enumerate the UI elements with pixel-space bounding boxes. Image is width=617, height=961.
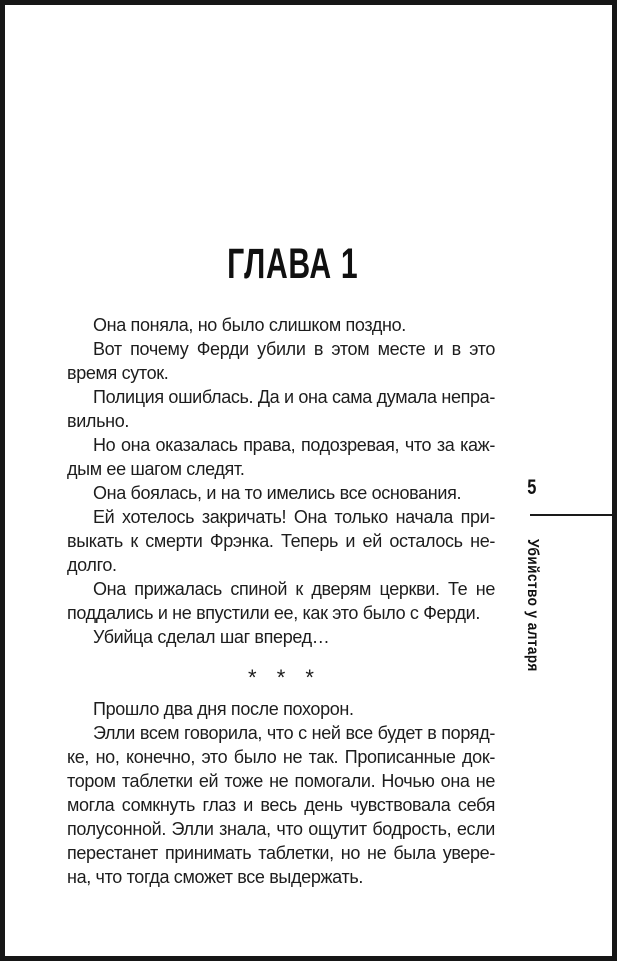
text-line: долго. (67, 555, 117, 575)
text-line: Но она оказалась права, подозревая, что за каж- (93, 435, 495, 455)
text-line: Элли всем говорила, что с ней все будет в поряд- (93, 723, 495, 743)
paragraph (67, 337, 495, 385)
text-line: выкать к смерти Фрэнка. Теперь и ей осталось не- (67, 531, 495, 551)
section-separator (67, 649, 495, 697)
paragraph (67, 481, 495, 505)
paragraph (67, 505, 495, 577)
paragraph (67, 721, 495, 889)
text-line: Прошло два дня после похорон. (93, 699, 354, 719)
paragraph (67, 625, 495, 649)
text-line: Ей хотелось закричать! Она только начала при- (93, 507, 495, 527)
paragraph (67, 385, 495, 433)
text-line: время суток. (67, 363, 169, 383)
text-line: Полиция ошиблась. Да и она сама думала непра- (93, 387, 495, 407)
separator-asterisks: * * * (248, 665, 314, 690)
paragraph (67, 433, 495, 481)
text-line: вильно. (67, 411, 130, 431)
text-line: Убийца сделал шаг вперед… (93, 627, 330, 647)
paragraph (67, 697, 495, 721)
page-number-block (519, 477, 545, 498)
paragraph (67, 577, 495, 625)
chapter-body (67, 313, 495, 889)
text-line: на, что тогда сможет все выдержать. (67, 867, 364, 887)
page-number: 5 (527, 476, 537, 499)
text-line: дым ее шагом следят. (67, 459, 245, 479)
text-line: ке, но, конечно, это было не так. Прописанные док- (67, 747, 495, 767)
text-line: тором таблетки ей тоже не помогали. Ночью она не (67, 771, 495, 791)
text-line: поддались и не впустили ее, как это было с Ферди. (67, 603, 480, 623)
margin-rule (530, 514, 617, 516)
text-line: Вот почему Ферди убили в этом месте и в это (93, 339, 495, 359)
running-title: Убийство у алтаря (524, 539, 541, 672)
paragraph (67, 313, 495, 337)
chapter-title: ГЛАВА 1 (227, 240, 359, 288)
text-line: могла сомкнуть глаз и весь день чувствовала себя (67, 795, 495, 815)
text-line: перестанет принимать таблетки, но не была увере- (67, 843, 495, 863)
text-line: полусонной. Элли знала, что ощутит бодрость, если (67, 819, 495, 839)
chapter-heading (67, 240, 519, 288)
text-line: Она боялась, и на то имелись все основания. (93, 483, 462, 503)
text-line: Она прижалась спиной к дверям церкви. Те не (93, 579, 495, 599)
text-line: Она поняла, но было слишком поздно. (93, 315, 406, 335)
